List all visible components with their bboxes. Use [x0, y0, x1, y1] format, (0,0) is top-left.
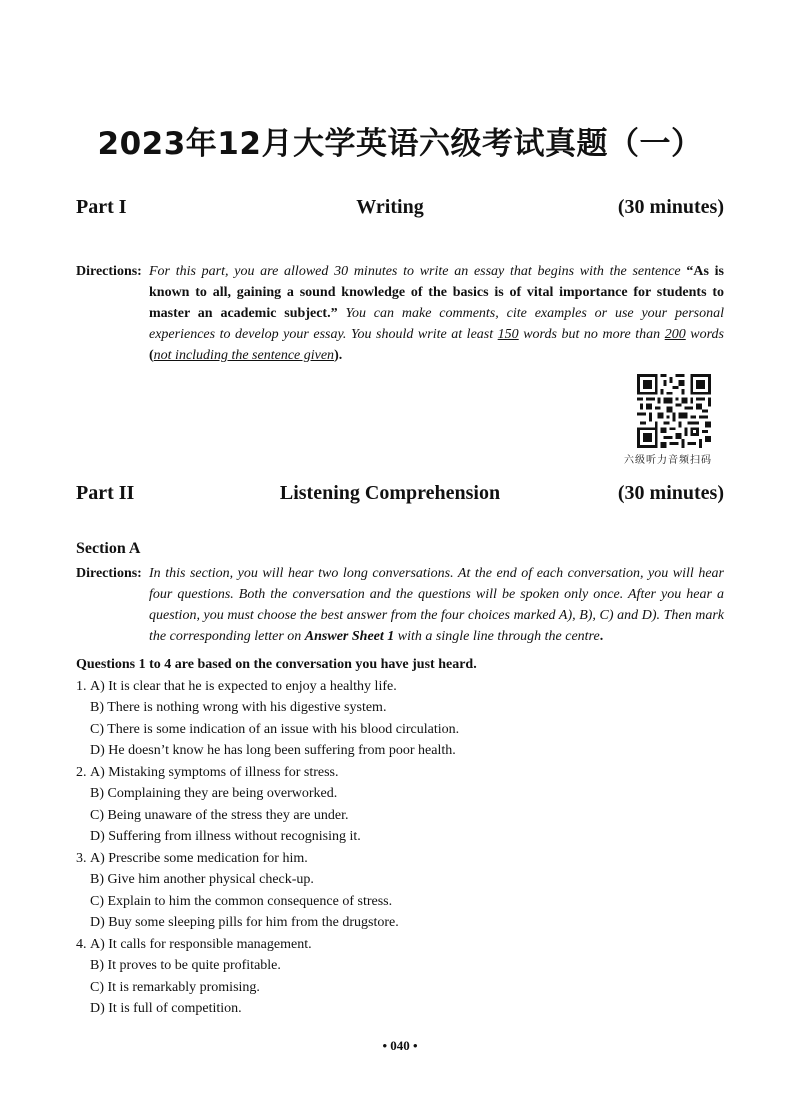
min-words: 150 [497, 327, 519, 342]
question-option [76, 869, 726, 891]
part-1-name: Writing [356, 196, 424, 218]
option-text: A) Prescribe some medication for him. [90, 850, 308, 866]
directions-text-3: words but no more than [518, 327, 665, 342]
part-2-label: Part II [76, 482, 135, 504]
part-2-name: Listening Comprehension [279, 482, 501, 504]
answer-sheet-ref: Answer Sheet 1 [304, 629, 395, 644]
listening-directions [76, 563, 724, 647]
question-number: 3. [76, 850, 87, 866]
question-option [76, 826, 726, 848]
question-list [76, 654, 726, 1020]
page-number: • 040 • [382, 1038, 418, 1053]
option-text: A) Mistaking symptoms of illness for stress. [90, 764, 339, 780]
directions-text-2: with a single line through the centre [394, 629, 600, 644]
part-1-label: Part I [76, 196, 127, 218]
question-items [76, 676, 726, 1020]
option-text: D) He doesn’t know he has long been suffering from poor health. [90, 743, 456, 758]
question-option [76, 697, 726, 719]
question-number: 1. [76, 678, 87, 694]
writing-directions-text [149, 261, 724, 366]
option-text: A) It is clear that he is expected to enjoy a healthy life. [90, 678, 397, 694]
question-option [76, 955, 726, 977]
section-a-title: Section A [76, 540, 141, 557]
option-text: C) There is some indication of an issue with his blood circulation. [90, 721, 460, 737]
question-option [76, 719, 726, 741]
max-words: 200 [664, 327, 686, 342]
question-option [76, 805, 726, 827]
question-number: 4. [76, 936, 87, 952]
question-option [76, 891, 726, 913]
directions-text-2: You can make comments, cite examples or use your personal experiences to develop your essay. You should write at least [149, 306, 724, 342]
listening-directions-text [149, 563, 724, 647]
part-2-time: (30 minutes) [617, 482, 724, 504]
question-option [76, 740, 726, 762]
questions-header: Questions 1 to 4 are based on the conversation you have just heard. [76, 657, 477, 672]
option-text: B) Give him another physical check-up. [90, 872, 314, 887]
paren-close: ). [334, 348, 343, 363]
question-option [76, 783, 726, 805]
question-number: 2. [76, 764, 87, 780]
directions-text-1: In this section, you will hear two long conversations. At the end of each conversation, you will hear four questions. Both the conversation and the questions will be spoken only once. After you hear a question, you must choose the best answer from the four choices marked A), B), C) and D). Then mark the corresponding letter on [149, 566, 724, 644]
directions-period: . [599, 629, 604, 644]
question-option [76, 912, 726, 934]
question-option [76, 762, 726, 784]
option-text: A) It calls for responsible management. [90, 936, 312, 952]
option-text: D) Buy some sleeping pills for him from the drugstore. [90, 915, 399, 930]
option-text: C) Being unaware of the stress they are under. [90, 807, 349, 823]
part-1-time: (30 minutes) [617, 196, 724, 218]
question-option [76, 676, 726, 698]
qr-caption: 六级听力音频扫码 [624, 455, 712, 466]
part-2-header [76, 482, 724, 505]
directions-text-1: For this part, you are allowed 30 minutes to write an essay that begins with the sentence [149, 264, 687, 279]
paren-open: ( [149, 348, 154, 363]
question-option [76, 934, 726, 956]
option-text: D) It is full of competition. [90, 1001, 242, 1016]
question-option [76, 998, 726, 1020]
question-option [76, 977, 726, 999]
directions-label: Directions: [76, 264, 142, 279]
question-option [76, 848, 726, 870]
page-title: 2023年12月大学英语六级考试真题（一） [97, 126, 703, 162]
writing-directions [76, 261, 724, 366]
option-text: C) Explain to him the common consequence of stress. [90, 893, 393, 909]
directions-label: Directions: [76, 566, 142, 581]
option-text: B) Complaining they are being overworked. [90, 786, 338, 801]
directions-text-4: words [685, 327, 725, 342]
option-text: B) There is nothing wrong with his digestive system. [90, 700, 387, 715]
essay-opening-sentence: “As is known to all, gaining a sound knowledge of the basics is of vital importance for students to master an academic subject.” [149, 264, 724, 321]
option-text: C) It is remarkably promising. [90, 979, 260, 995]
option-text: B) It proves to be quite profitable. [90, 958, 281, 973]
option-text: D) Suffering from illness without recognising it. [90, 829, 361, 844]
qr-code-icon [637, 374, 711, 448]
part-1-header [76, 196, 724, 219]
directions-note: not including the sentence given [153, 348, 335, 363]
